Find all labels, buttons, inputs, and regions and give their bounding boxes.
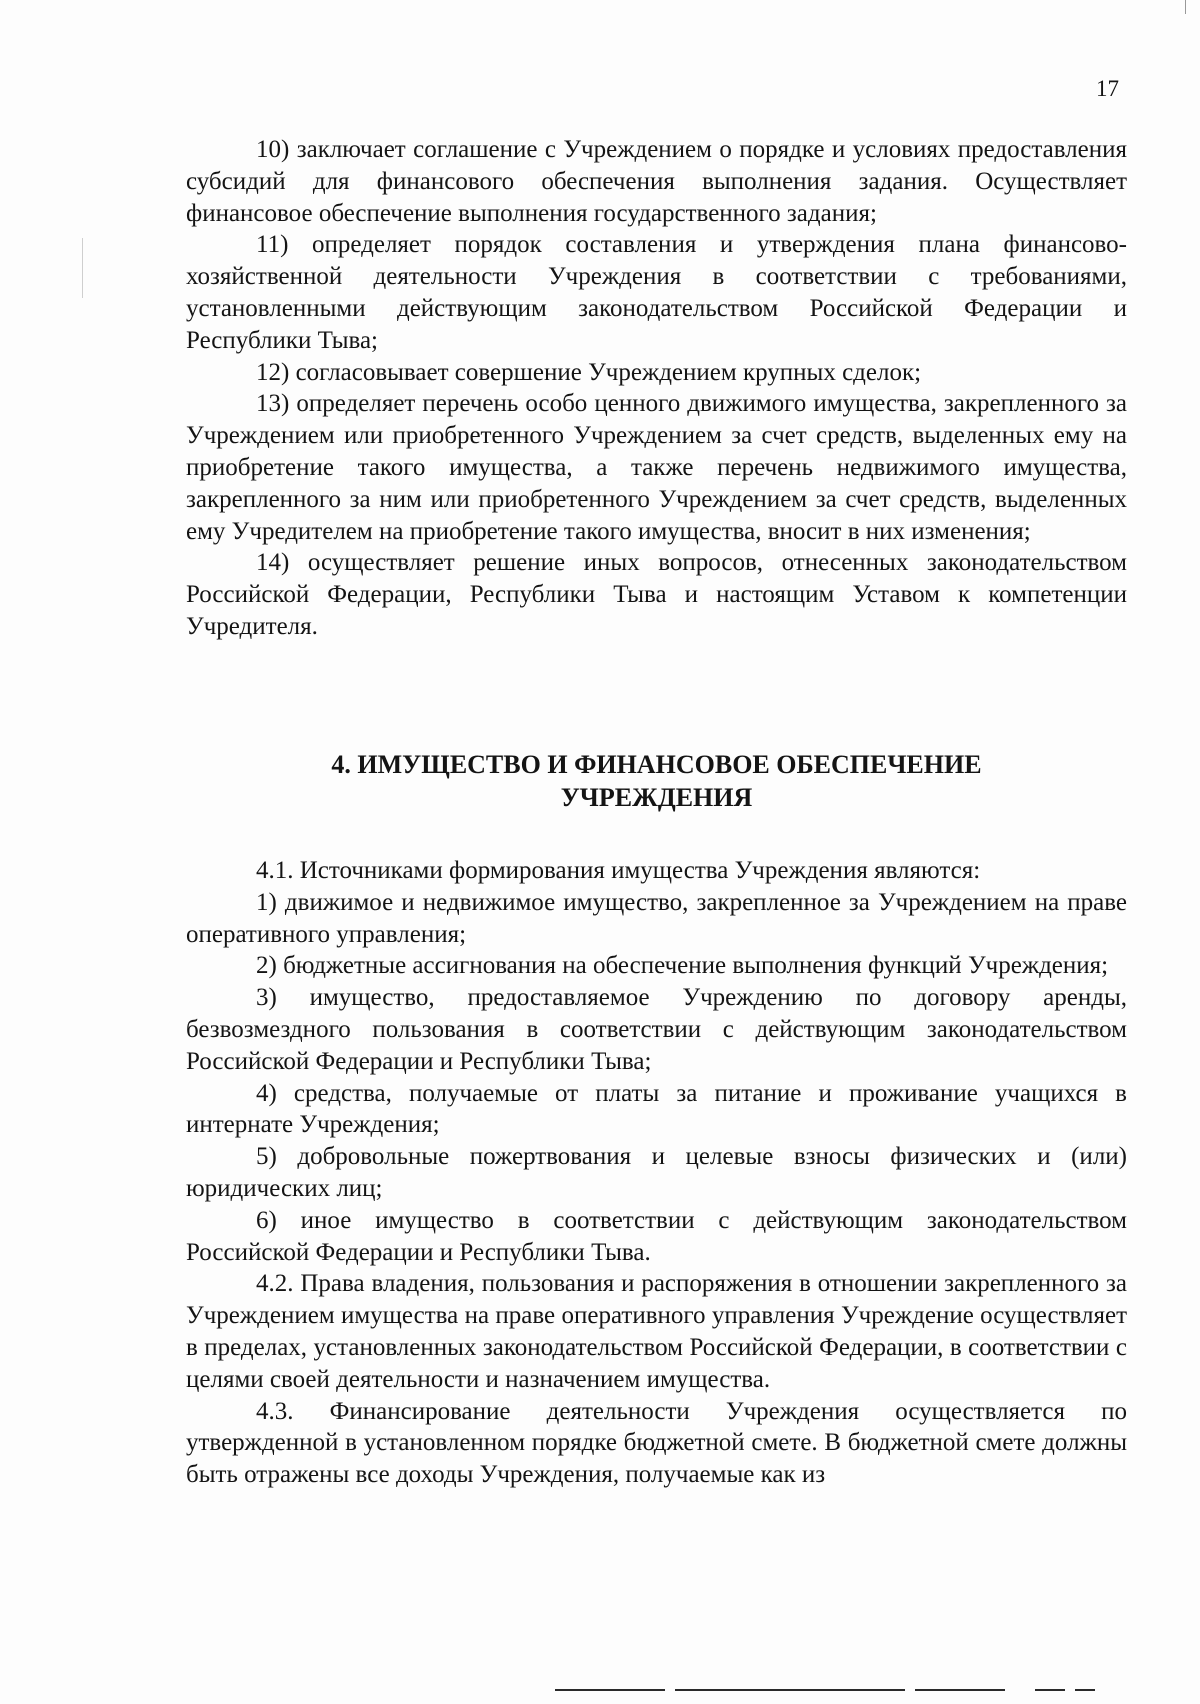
paragraph-item-12: 12) согласовывает совершение Учреждением крупных сделок;	[256, 358, 922, 386]
property-section-body	[186, 855, 1127, 1491]
margin-mark	[82, 238, 83, 298]
page-footer-rule	[555, 1689, 1155, 1693]
clause-4-3: 4.3. Финансирование деятельности Учреждения осуществляется по утвержденной в установленном порядке бюджетной смете. В бюджетной смете должны быть отражены все доходы Учреждения, получаемые как из	[186, 1397, 1127, 1489]
clause-4-1: 4.1. Источниками формирования имущества Учреждения являются:	[256, 857, 981, 884]
paragraph-item-13: 13) определяет перечень особо ценного движимого имущества, закрепленного за Учреждением или приобретенного Учреждением за счет средств, выделенных ему на приобретение такого имущества, а также перечень недвижимого имущества, закрепленного за ним или приобретенного Учреждением за счет средств, выделенных ему Учредителем на приобретение такого имущества, вносит в них изменения;	[186, 390, 1127, 545]
source-item-6: 6) иное имущество в соответствии с действующим законодательством Российской Федерации и Республики Тыва.	[186, 1206, 1127, 1266]
source-item-5: 5) добровольные пожертвования и целевые взносы физических и (или) юридических лиц;	[186, 1143, 1127, 1202]
paragraph-item-11: 11) определяет порядок составления и утверждения плана финансово-хозяйственной деятельности Учреждения в соответствии с требованиями, установленными действующим законодательством Российской Федерации и Республики Тыва;	[186, 231, 1127, 354]
source-item-4: 4) средства, получаемые от платы за питание и проживание учащихся в интернате Учреждения;	[186, 1079, 1127, 1139]
section-heading-line-1: 4. ИМУЩЕСТВО И ФИНАНСОВОЕ ОБЕСПЕЧЕНИЕ	[331, 750, 982, 779]
section-heading-line-2: УЧРЕЖДЕНИЯ	[560, 783, 753, 812]
page-number: 17	[1096, 76, 1119, 101]
competence-list	[186, 134, 1127, 643]
clause-4-2: 4.2. Права владения, пользования и распоряжения в отношении закрепленного за Учреждением имущества на праве оперативного управления Учреждение осуществляет в пределах, установленных законодательством Российской Федерации, в соответствии с целями своей деятельности и назначением имущества.	[186, 1270, 1127, 1393]
source-item-2: 2) бюджетные ассигнования на обеспечение выполнения функций Учреждения;	[256, 952, 1109, 980]
source-item-1: 1) движимое и недвижимое имущество, закрепленное за Учреждением на праве оперативного управления;	[186, 888, 1127, 948]
section-heading	[186, 748, 1127, 814]
paragraph-item-14: 14) осуществляет решение иных вопросов, отнесенных законодательством Российской Федерации, Республики Тыва и настоящим Уставом к компетенции Учредителя.	[186, 549, 1127, 640]
paragraph-item-10: 10) заключает соглашение с Учреждением о порядке и условиях предоставления субсидий для финансового обеспечения выполнения задания. Осуществляет финансовое обеспечение выполнения государственного задания;	[186, 136, 1127, 227]
scan-edge-mark	[1185, 0, 1186, 14]
source-item-3: 3) имущество, предоставляемое Учреждению по договору аренды, безвозмездного пользования в соответствии с действующим законодательством Российской Федерации и Республики Тыва;	[186, 984, 1127, 1075]
